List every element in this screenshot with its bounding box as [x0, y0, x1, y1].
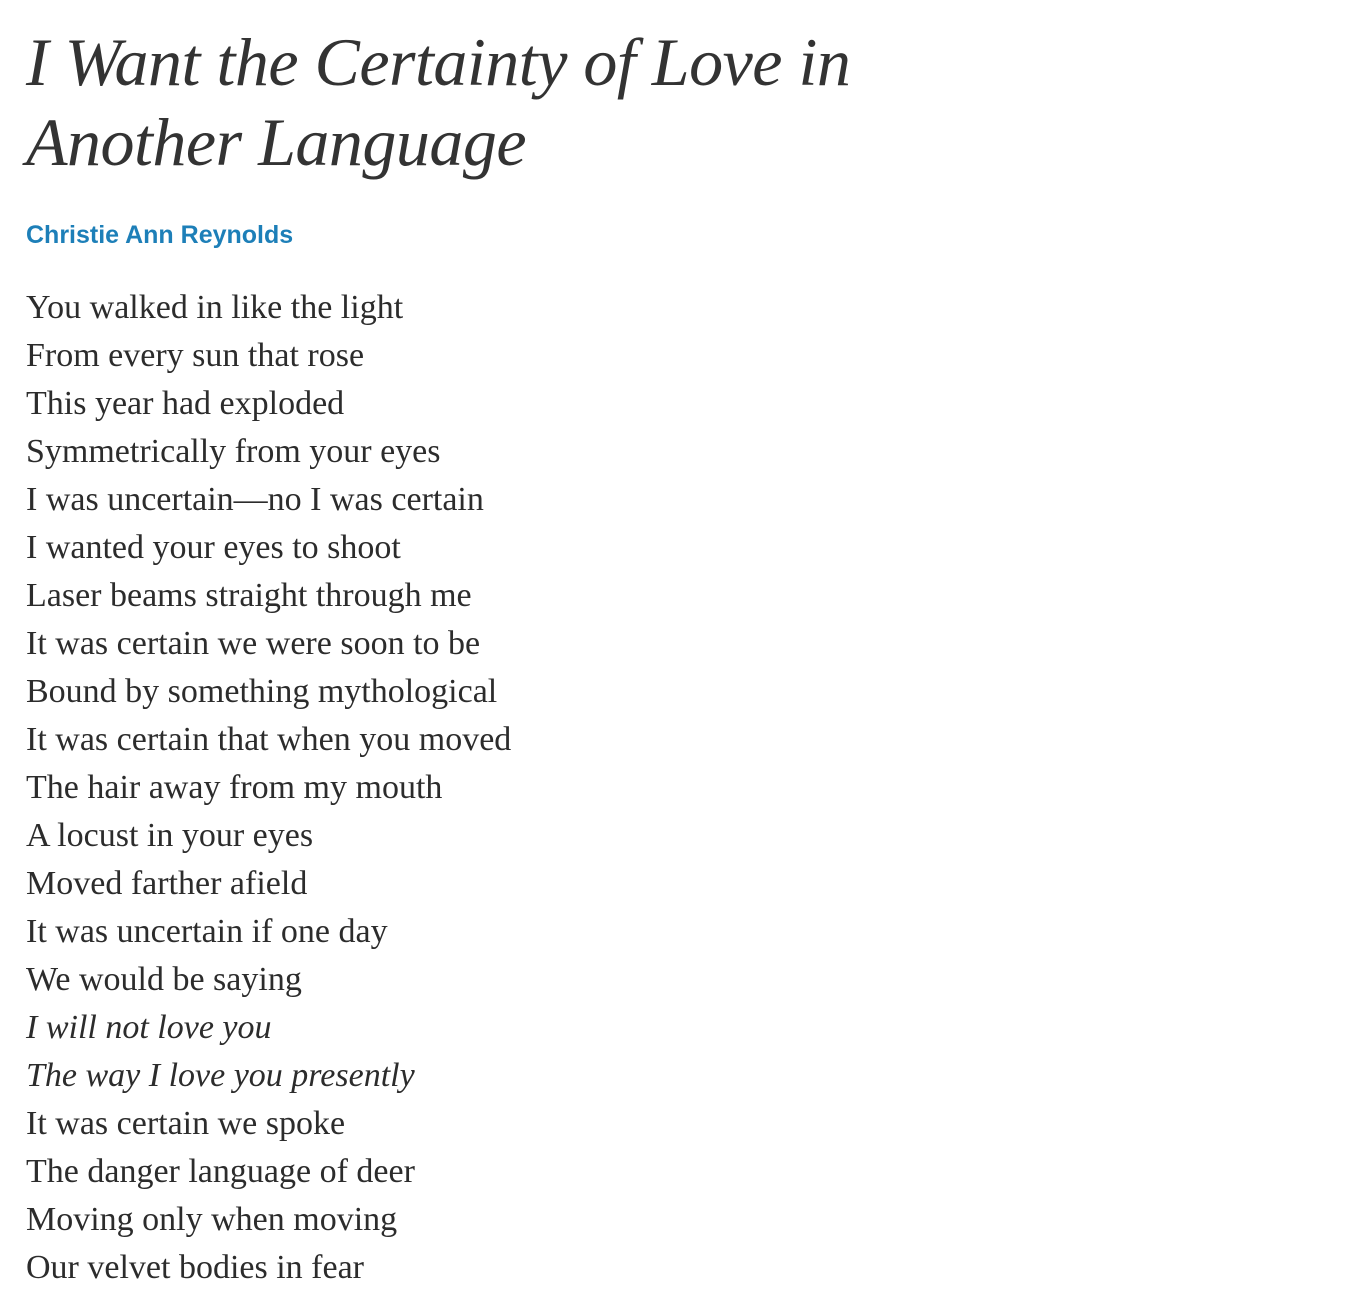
- poem-line: The danger language of deer: [26, 1153, 415, 1190]
- poem-line: It was certain we were soon to be: [26, 625, 481, 662]
- poem-line: It was certain we spoke: [26, 1105, 346, 1142]
- poem-author-link[interactable]: Christie Ann Reynolds: [26, 221, 294, 249]
- poem-line: Bound by something mythological: [26, 673, 498, 710]
- poem-title-line: I Want the Certainty of Love in: [26, 24, 851, 100]
- poem-title: [26, 22, 1346, 182]
- poem-line: The way I love you presently: [26, 1057, 415, 1094]
- poem-line: It was uncertain if one day: [26, 913, 388, 950]
- poem-line: Our velvet bodies in fear: [26, 1249, 364, 1286]
- poem-line: It was certain that when you moved: [26, 721, 512, 758]
- poem-line: Symmetrically from your eyes: [26, 433, 441, 470]
- poem-line: I wanted your eyes to shoot: [26, 529, 401, 566]
- poem-title-line: Another Language: [26, 104, 527, 180]
- poem-line: I was uncertain—no I was certain: [26, 481, 484, 518]
- poem-line: From every sun that rose: [26, 337, 365, 374]
- poem-line: The hair away from my mouth: [26, 769, 443, 806]
- poem-line: This year had exploded: [26, 385, 345, 422]
- poem-line: Moved farther afield: [26, 865, 308, 902]
- poem-line: I will not love you: [26, 1009, 272, 1046]
- poem-article: [26, 22, 1346, 1292]
- poem-body: [26, 284, 1346, 1292]
- poem-line: Laser beams straight through me: [26, 577, 472, 614]
- poem-line: You walked in like the light: [26, 289, 404, 326]
- poem-line: A locust in your eyes: [26, 817, 314, 854]
- poem-line: Moving only when moving: [26, 1201, 398, 1238]
- poem-line: We would be saying: [26, 961, 302, 998]
